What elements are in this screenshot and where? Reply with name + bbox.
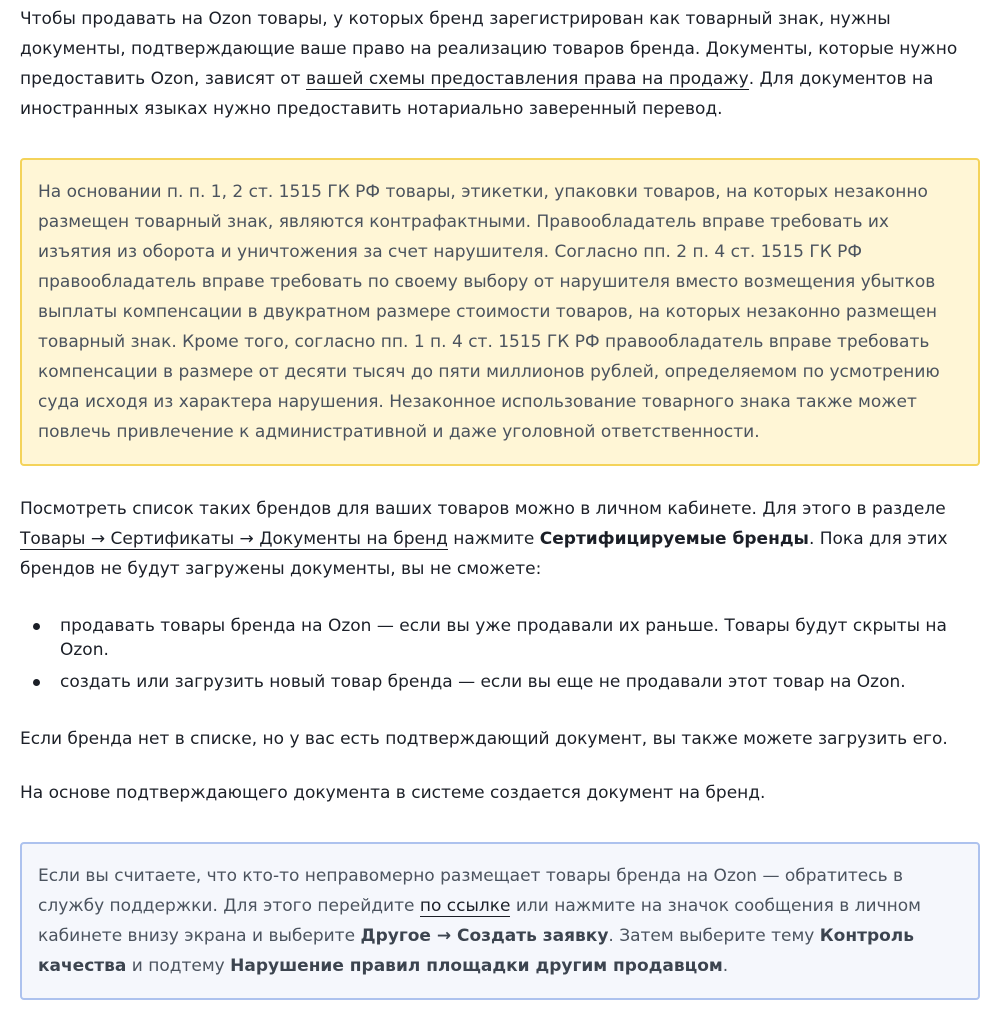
brands-paragraph (20, 494, 980, 584)
intro-paragraph (20, 0, 980, 124)
brands-text-mid: нажмите (447, 529, 540, 549)
info-text-mid-3: и подтему (126, 956, 231, 976)
create-request-label: Другое → Создать заявку (360, 926, 609, 946)
brand-documents-link[interactable]: Товары → Сертификаты → Документы на бренд (20, 529, 448, 549)
list-item (20, 670, 980, 694)
warning-note (20, 158, 980, 466)
rights-scheme-link[interactable]: вашей схемы предоставления права на продажу (305, 69, 749, 89)
certified-brands-label: Сертифицируемые бренды (539, 529, 809, 549)
info-text-end: . (722, 956, 729, 976)
brand-document-paragraph: На основе подтверждающего документа в системе создается документ на бренд. (20, 783, 766, 803)
info-note (20, 842, 980, 1000)
info-note-text (38, 861, 962, 981)
bullet-icon (33, 679, 40, 686)
intro-text: Чтобы продавать на Ozon товары, у которых бренд зарегистрирован как товарный знак, нужны документы, подтверждающие ваше право на реализацию товаров бренда. Документы, которые нужно предоставить Ozon, зависят от (20, 9, 958, 89)
rules-violation-label: Нарушение правил площадки другим продавцом (230, 956, 723, 976)
list-item-text: создать или загрузить новый товар бренда — если вы еще не продавали этот товар на Ozon. (60, 672, 906, 692)
info-text: Если вы считаете, что кто-то неправомерно размещает товары бренда на Ozon — обратитесь в службу поддержки. Для этого перейдите (38, 866, 904, 916)
list-item (20, 614, 980, 662)
info-text-mid-2: . Затем выберите тему (608, 926, 820, 946)
warning-note-text: На основании п. п. 1, 2 ст. 1515 ГК РФ товары, этикетки, упаковки товаров, на которых незаконно размещен товарный знак, являются контрафактными. Правообладатель вправе требовать их изъятия из оборота и уничтожения за счет нарушителя. Согласно пп. 2 п. 4 ст. 1515 ГК РФ правообладатель вправе требовать по своему выбору от нарушителя вместо возмещения убытков выплаты компенсации в двукратном размере стоимости товаров, на которых незаконно размещен товарный знак. Кроме того, согласно пп. 1 п. 4 ст. 1515 ГК РФ правообладатель вправе требовать компенсации в размере от десяти тысяч до пяти миллионов рублей, определяемом по усмотрению суда исходя из характера нарушения. Незаконное использование товарного знака также может повлечь привлечение к административной и даже уголовной ответственности. (38, 182, 940, 442)
support-link[interactable]: по ссылке (419, 896, 511, 916)
bullet-icon (33, 623, 40, 630)
brands-text-end: . Пока для этих брендов не будут загружены документы, вы не сможете: (20, 529, 948, 579)
info-text-mid: или нажмите на значок сообщения в личном кабинете внизу экрана и выберите (38, 896, 921, 946)
quality-control-label: Контроль качества (38, 926, 914, 976)
restrictions-list (20, 614, 980, 694)
missing-brand-paragraph: Если бренда нет в списке, но у вас есть подтверждающий документ, вы также можете загрузить его. (20, 729, 948, 749)
brands-text: Посмотреть список таких брендов для ваших товаров можно в личном кабинете. Для этого в разделе (20, 499, 946, 519)
list-item-text: продавать товары бренда на Ozon — если вы уже продавали их раньше. Товары будут скрыты на Ozon. (60, 616, 947, 660)
intro-text-end: . Для документов на иностранных языках нужно предоставить нотариально заверенный перевод. (20, 69, 934, 119)
